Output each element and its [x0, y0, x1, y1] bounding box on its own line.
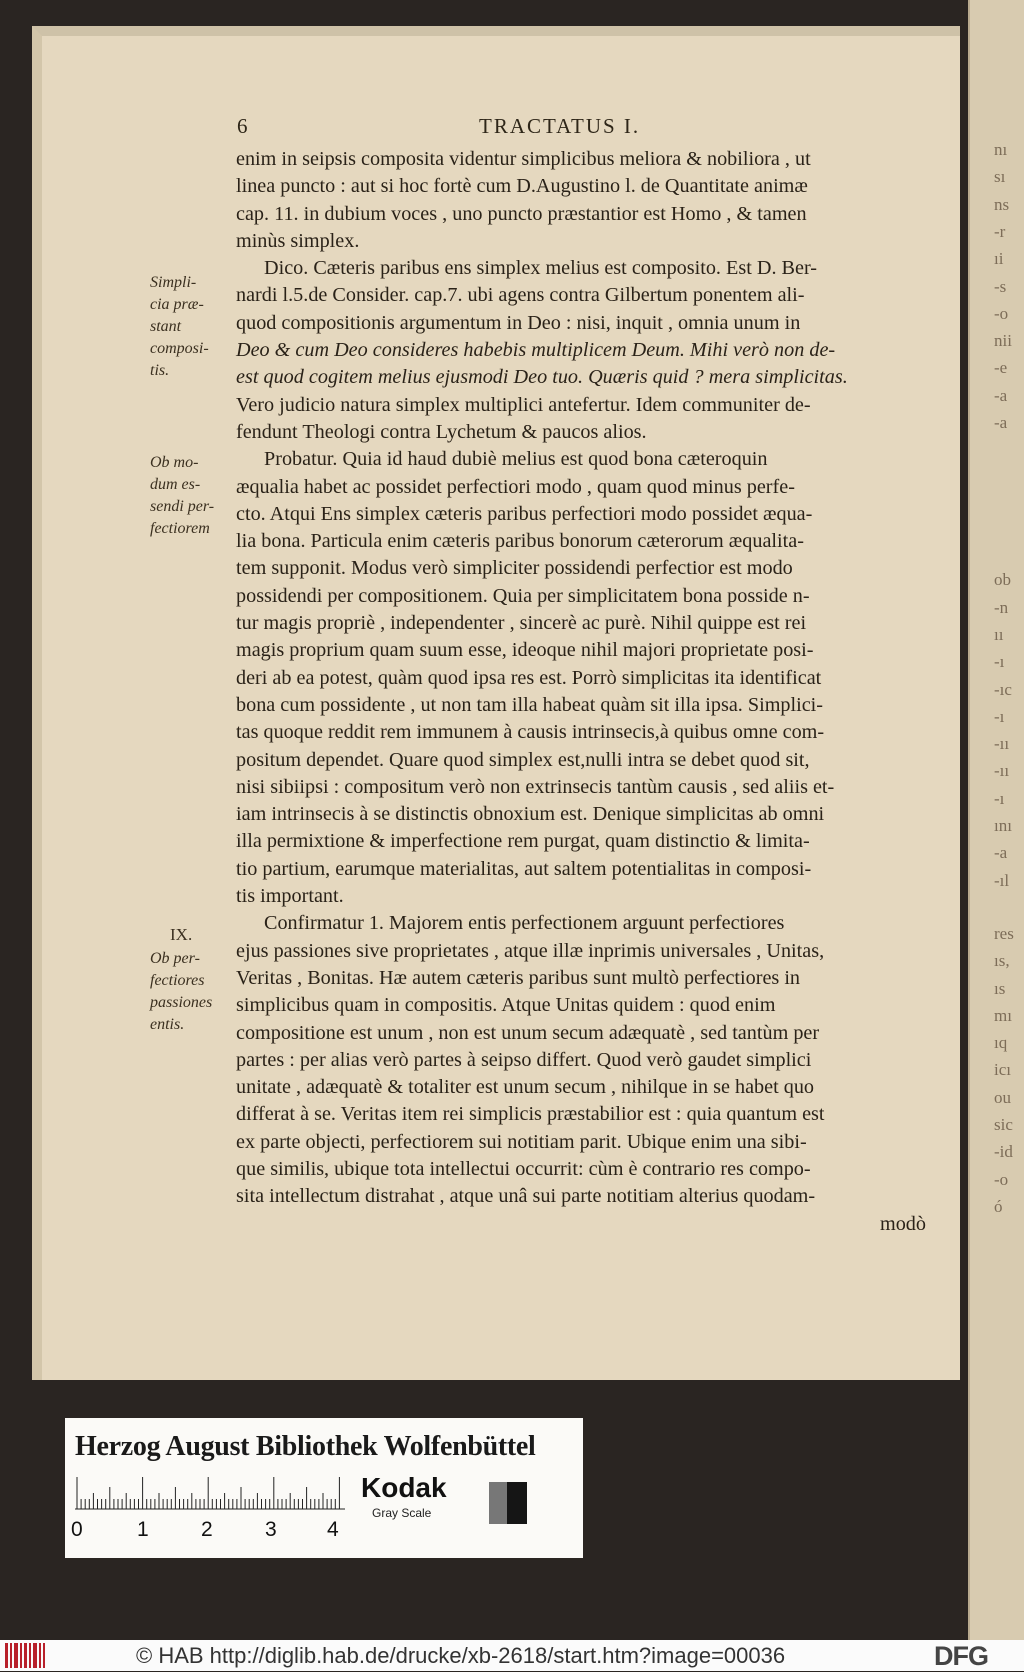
- text-line: Confirmatur 1. Majorem entis perfectionem arguunt perfectiores: [264, 912, 785, 935]
- text-line: simplicibus quam in compositis. Atque Unitas quidem : quod enim: [236, 994, 776, 1017]
- ruler-number: 1: [137, 1518, 149, 1541]
- kodak-logo: Kodak: [361, 1472, 447, 1503]
- adjacent-page-fragment: ını: [994, 816, 1012, 835]
- adjacent-page-fragment: -ıı: [994, 734, 1010, 754]
- adjacent-page-fragment: -ı: [994, 652, 1005, 672]
- adjacent-page-fragment: res: [994, 923, 1014, 943]
- text-line: possidendi per compositionem. Quia per simplicitatem bona posside n-: [236, 584, 810, 607]
- adjacent-page-fragment: nii: [994, 331, 1012, 351]
- text-line: ex parte objecti, perfectiorem sui notitiam parit. Ubique enim una sibi-: [236, 1130, 807, 1153]
- text-line: deri ab ea potest, quàm quod ipsa res est. Porrò simplicitas ita identificat: [236, 666, 822, 689]
- margin-note-simplicia: Simpli- cia præ- stant composi- tis.: [150, 274, 209, 379]
- adjacent-page-fragment: -a: [994, 413, 1008, 432]
- text-line: nisi sibiipsi : compositum verò non extrinsecis tantùm causis , sed aliis et-: [236, 775, 835, 798]
- text-line: differat à se. Veritas item rei simplicis præstabilior est : quia quantum est: [236, 1103, 825, 1126]
- text-line: linea puncto : aut si hoc fortè cum D.Augustino l. de Quantitate animæ: [236, 175, 808, 198]
- adjacent-page-fragment: ob: [994, 570, 1011, 590]
- text-line: positum dependet. Quare quod simplex est,nulli intra se debet quod sit,: [236, 748, 810, 771]
- text-line: sita intellectum distrahat , atque unâ sui parte notitiam alterius quodam-: [236, 1185, 816, 1208]
- adjacent-page-fragment: -ıc: [994, 679, 1012, 699]
- text-line: tur magis propriè , independenter , sincerè ac purè. Nihil quippe est rei: [236, 612, 807, 635]
- ruler-icon: [75, 1476, 345, 1510]
- adjacent-page-fragment: ıı: [994, 624, 1004, 644]
- adjacent-page-fragment: ou: [994, 1087, 1011, 1107]
- adjacent-page-fragment: nı: [994, 140, 1008, 159]
- book-page: [32, 26, 960, 1380]
- adjacent-page-fragment: -e: [994, 358, 1008, 378]
- adjacent-page-fragment: -id: [994, 1142, 1013, 1162]
- adjacent-page-fragment: -ıl: [994, 870, 1010, 890]
- text-line: ejus passiones sive proprietates , atque illæ inprimis universales , Unitas,: [236, 939, 825, 962]
- text-line: cap. 11. in dubium voces , uno puncto præstantior est Homo , & tamen: [236, 202, 807, 225]
- footer-credit-link[interactable]: © HAB http://diglib.hab.de/drucke/xb-2618/start.htm?image=00036: [136, 1643, 786, 1668]
- text-line: tas quoque reddit rem immunem à causis intrinsecis,à quibus omne com-: [236, 721, 825, 744]
- adjacent-page-fragment: -o: [994, 1169, 1009, 1189]
- adjacent-page-fragment: ıi: [994, 249, 1004, 269]
- text-line: minùs simplex.: [236, 229, 360, 252]
- adjacent-page-fragment: -ı: [994, 788, 1005, 808]
- ruler-number: 0: [71, 1518, 83, 1541]
- margin-note-ix: Ob per- fectiores passiones entis.: [150, 950, 213, 1033]
- archive-stamp: [65, 1418, 583, 1558]
- ruler-number: 4: [327, 1518, 339, 1541]
- adjacent-page-fragment: ıs: [994, 978, 1006, 998]
- text-line: tem supponit. Modus verò simpliciter possidendi perfectior est modo: [236, 557, 793, 580]
- text-line: tis important.: [236, 885, 344, 908]
- black-swatch: [507, 1482, 527, 1524]
- ruler-number: 2: [201, 1518, 213, 1541]
- dfg-logo: DFG: [934, 1641, 988, 1671]
- text-line: tio partium, earumque materialitas, aut saltem potentialitas in composi-: [236, 857, 812, 880]
- page-number: 6: [237, 114, 250, 138]
- adjacent-page-fragment: -a: [994, 385, 1008, 405]
- text-line: Vero judicio natura simplex multiplici antefertur. Idem communiter de-: [236, 393, 811, 416]
- margin-note-ix-heading: IX.: [170, 925, 193, 944]
- adjacent-page-fragment: -ı: [994, 706, 1005, 726]
- adjacent-page-fragment: -n: [994, 597, 1009, 617]
- text-line: cto. Atqui Ens simplex cæteris paribus perfectiori modo possidet æqua-: [236, 502, 813, 525]
- adjacent-page-fragment: ns: [994, 194, 1010, 214]
- body-text: [236, 146, 926, 1238]
- text-line: nardi l.5.de Consider. cap.7. ubi agens contra Gilbertum ponentem ali-: [236, 284, 805, 307]
- barcode-icon: [4, 1643, 46, 1668]
- text-line: Deo & cum Deo consideres habebis multiplicem Deum. Mihi verò non de-: [236, 339, 836, 362]
- text-line: quod compositionis argumentum in Deo : nisi, inquit , omnia unum in: [236, 311, 801, 334]
- adjacent-page-strip: [968, 0, 1024, 1640]
- adjacent-page-fragment: sic: [994, 1115, 1013, 1134]
- adjacent-page-fragment: -a: [994, 843, 1008, 863]
- gray-scale-label: Gray Scale: [372, 1506, 432, 1520]
- text-line: æqualia habet ac possidet perfectiori modo , quam quod minus perfe-: [236, 475, 795, 498]
- footer-bar: [0, 1640, 1024, 1671]
- text-line: Probatur. Quia id haud dubiè melius est quod bona cæteroquin: [264, 448, 768, 471]
- adjacent-page-fragment: mı: [994, 1005, 1012, 1025]
- adjacent-page-fragment: -s: [994, 276, 1007, 296]
- adjacent-page-fragment: ıs,: [994, 951, 1010, 971]
- text-line: que similis, ubique tota intellectui occurrit: cùm è contrario res compo-: [236, 1157, 811, 1180]
- text-line: Dico. Cæteris paribus ens simplex melius est composito. Est D. Ber-: [264, 257, 818, 280]
- page-header: [237, 114, 737, 144]
- running-title: TRACTATUS I.: [479, 114, 641, 138]
- text-line: lia bona. Particula enim cæteris paribus bonorum cæterorum æqualita-: [236, 530, 804, 553]
- catchword: modò: [880, 1212, 926, 1235]
- text-line: fendunt Theologi contra Lychetum & paucos alios.: [236, 420, 647, 443]
- adjacent-page-fragment: icı: [994, 1060, 1011, 1080]
- adjacent-page-fragment: -ıı: [994, 761, 1010, 781]
- adjacent-page-fragment: -o: [994, 303, 1009, 323]
- adjacent-page-fragment: -r: [994, 221, 1006, 241]
- gray-swatch: [489, 1482, 507, 1524]
- text-line: Veritas , Bonitas. Hæ autem cæteris paribus sunt multò perfectiores in: [236, 966, 801, 989]
- text-line: illa permixtione & imperfectione rem purgat, quam distinctio & limita-: [236, 830, 810, 853]
- ruler-number: 3: [265, 1518, 277, 1541]
- adjacent-page-fragment: ıq: [994, 1033, 1008, 1053]
- text-line: iam intrinsecis à se distinctis obnoxium est. Denique simplicitas ab omni: [236, 803, 825, 826]
- text-line: bona cum possidente , ut non tam illa habeat quàm sit illa ipsa. Simplici-: [236, 693, 824, 716]
- margin-note-ob-modum: Ob mo- dum es- sendi per- fectiorem: [150, 454, 215, 537]
- adjacent-page-fragment: sı: [994, 167, 1006, 187]
- text-line: unitate , adæquatè & totaliter est unum secum , nihilque in se habet quo: [236, 1076, 815, 1099]
- text-line: partes : per alias verò partes à seipso differt. Quod verò gaudet simplici: [236, 1048, 812, 1071]
- text-line: magis proprium quam suum esse, ideoque nihil majori proprietate posi-: [236, 639, 814, 662]
- adjacent-page-fragment: ó: [994, 1196, 1003, 1216]
- text-line: enim in seipsis composita videntur simplicibus meliora & nobiliora , ut: [236, 148, 811, 170]
- library-name: Herzog August Bibliothek Wolfenbüttel: [75, 1431, 536, 1462]
- text-line: est quod cogitem melius ejusmodi Deo tuo. Quæris quid ? mera simplicitas.: [236, 366, 848, 389]
- text-line: compositione est unum , non est unum secum adæquatè , sed tantùm per: [236, 1021, 820, 1044]
